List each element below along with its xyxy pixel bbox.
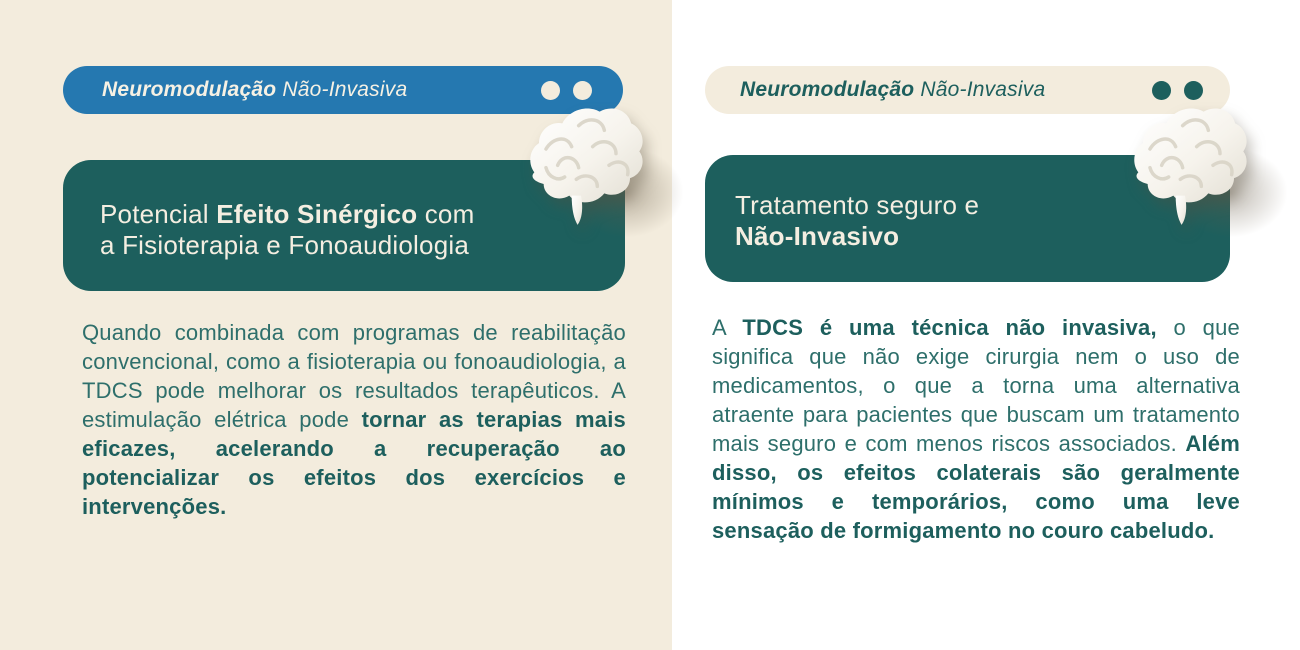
carousel-dots — [1152, 81, 1203, 100]
headline-text: Potencial Efeito Sinérgico com a Fisioterapia e Fonoaudiologia — [100, 198, 475, 260]
badge-title-bold: Neuromodulação — [102, 78, 277, 101]
carousel-dots — [541, 81, 592, 100]
slide-panel-right — [672, 0, 1300, 650]
carousel-dot-icon — [573, 81, 592, 100]
headline-text: Tratamento seguro e Não-Invasivo — [735, 189, 980, 251]
badge-title-bold: Neuromodulação — [740, 78, 915, 101]
brain-3d-left — [518, 100, 668, 250]
carousel-dot-icon — [1184, 81, 1203, 100]
brain-3d-right — [1122, 100, 1272, 250]
brain-icon — [518, 100, 658, 240]
badge-title — [102, 78, 407, 102]
carousel-dot-icon — [541, 81, 560, 100]
badge-title-regular: Não-Invasiva — [282, 78, 408, 101]
body-paragraph-right: A TDCS é uma técnica não invasiva, o que significa que não exige cirurgia nem o uso de medicamentos, o que a torna uma alternativa atraente para pacientes que buscam um tratamento mais seguro e com menos riscos associados. Além disso, os efeitos colaterais são geralmente mínimos e temporários, como uma leve sensação de formigamento no couro cabeludo. — [712, 315, 1240, 543]
carousel-dot-icon — [1152, 81, 1171, 100]
body-paragraph-left: Quando combinada com programas de reabilitação convencional, como a fisioterapia ou fonoaudiologia, a TDCS pode melhorar os resultados terapêuticos. A estimulação elétrica pode tornar as terapias mais eficazes, acelerando a recuperação ao potencializar os efeitos dos exercícios e intervenções. — [82, 320, 626, 519]
brain-icon — [1122, 100, 1262, 240]
badge-title-regular: Não-Invasiva — [920, 78, 1046, 101]
badge-title — [740, 78, 1045, 102]
